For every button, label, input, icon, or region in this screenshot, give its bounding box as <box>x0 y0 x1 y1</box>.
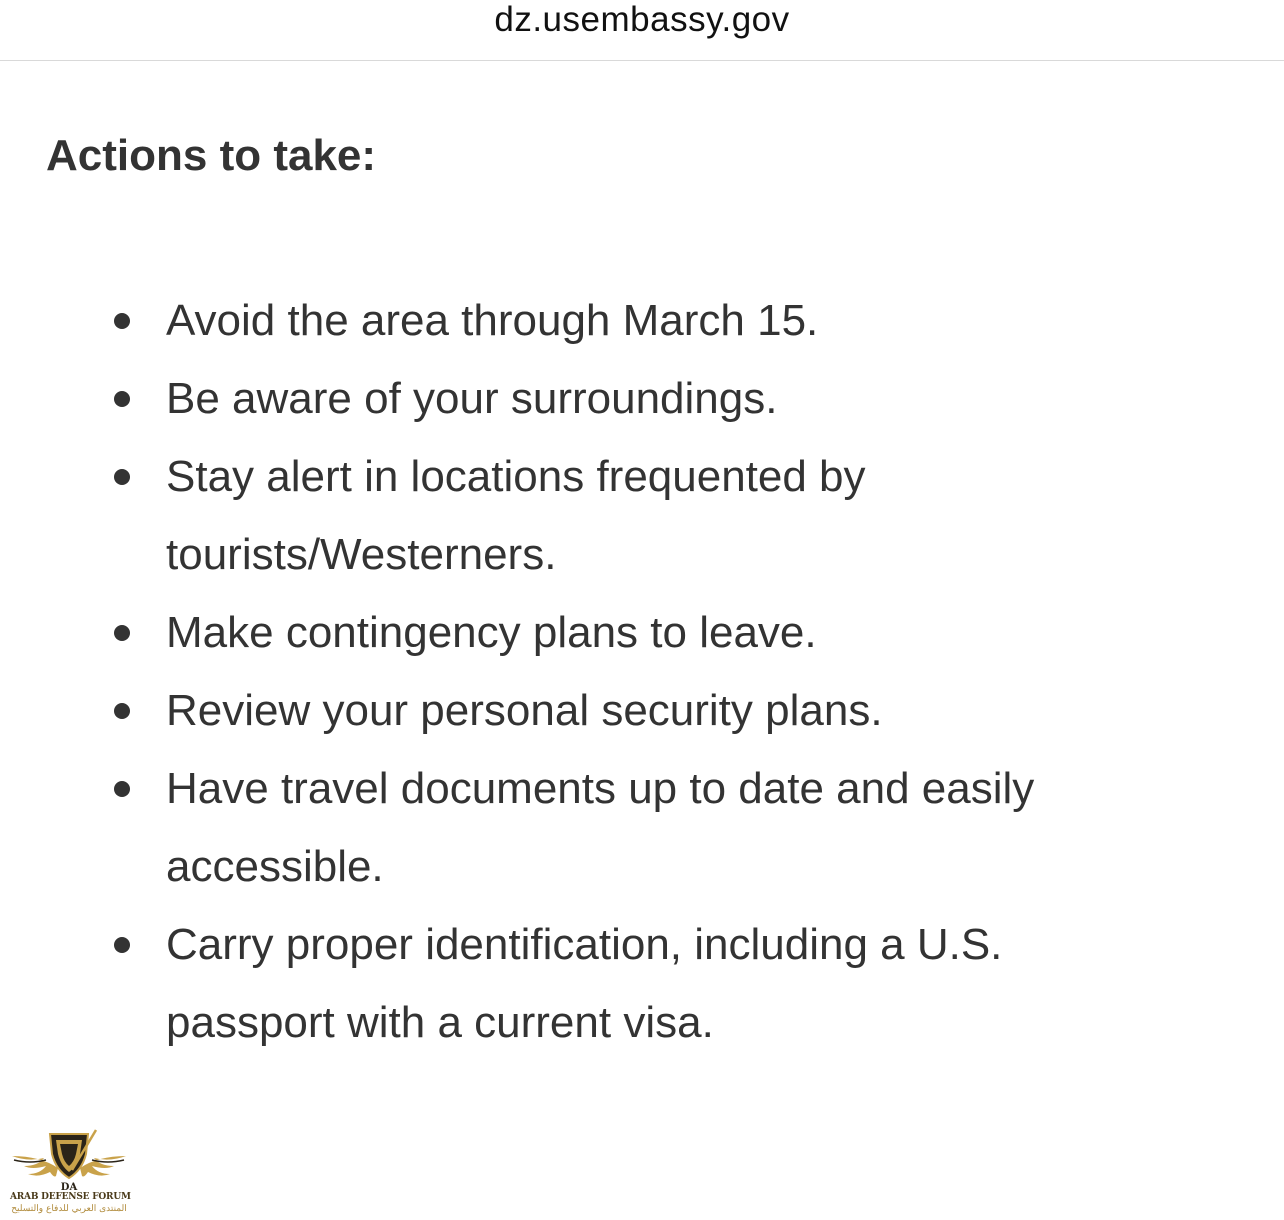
bullet-icon <box>114 781 130 797</box>
list-item <box>0 594 1126 672</box>
bullet-icon <box>114 937 130 953</box>
watermark-logo <box>10 1126 131 1218</box>
list-item <box>0 360 1126 438</box>
watermark-arabic: المنتدى العربي للدفاع والتسليح <box>11 1204 127 1214</box>
list-item <box>0 438 1126 594</box>
list-item-text: Be aware of your surroundings. <box>166 374 778 423</box>
list-item <box>0 282 1126 360</box>
actions-list <box>0 282 1284 1062</box>
list-item <box>0 672 1126 750</box>
list-item <box>0 906 1126 1062</box>
list-item-text: Make contingency plans to leave. <box>166 608 817 657</box>
bullet-icon <box>114 625 130 641</box>
section-heading: Actions to take: <box>46 131 377 180</box>
bullet-icon <box>114 703 130 719</box>
watermark-monogram: DA <box>60 1182 78 1193</box>
list-item-text: Avoid the area through March 15. <box>166 296 819 345</box>
list-item-text: Have travel documents up to date and easily accessible. <box>166 764 1035 891</box>
watermark-name: ARAB DEFENSE FORUM <box>10 1192 131 1202</box>
bullet-icon <box>114 313 130 329</box>
bullet-icon <box>114 469 130 485</box>
address-bar[interactable] <box>0 0 1284 61</box>
bullet-icon <box>114 391 130 407</box>
list-item-text: Review your personal security plans. <box>166 686 883 735</box>
url-text[interactable]: dz.usembassy.gov <box>494 0 790 39</box>
list-item-text: Carry proper identification, including a U.S. passport with a current visa. <box>166 920 1003 1047</box>
list-item <box>0 750 1126 906</box>
list-item-text: Stay alert in locations frequented by tourists/Westerners. <box>166 452 866 579</box>
